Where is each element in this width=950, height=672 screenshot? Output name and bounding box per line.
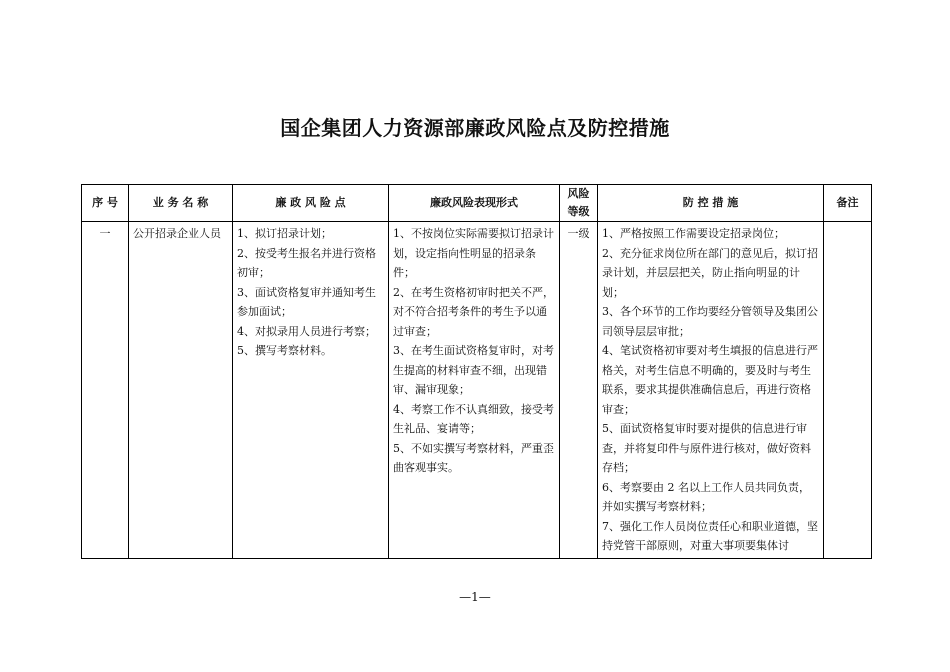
risk-point-item: 4、对拟录用人员进行考察； bbox=[237, 324, 376, 338]
cell-manifestations bbox=[389, 222, 560, 559]
header-risk-level bbox=[560, 185, 598, 222]
manifestation-item: 1、不按岗位实际需要拟订招录计划，设定指向性明显的招录条件； bbox=[393, 227, 554, 279]
manifestation-item: 3、在考生面试资格复审时，对考生提高的材料审查不细，出现错审、漏审现象； bbox=[393, 344, 554, 396]
manifestation-item: 4、考察工作不认真细致，接受考生礼品、宴请等； bbox=[393, 402, 554, 435]
measure-item: 2、充分征求岗位所在部门的意见后，拟订招录计划，并层层把关，防止指向明显的计划； bbox=[602, 246, 818, 299]
header-seq: 序 号 bbox=[82, 185, 129, 222]
header-risk-points: 廉 政 风 险 点 bbox=[233, 185, 389, 222]
measure-item: 4、笔试资格初审要对考生填报的信息进行严格关，对考生信息不明确的，要及时与考生联系，要求其提供准确信息后，再进行资格审查； bbox=[602, 344, 818, 416]
header-measures: 防 控 措 施 bbox=[598, 185, 824, 222]
risk-point-item: 5、撰写考察材料。 bbox=[237, 344, 332, 357]
cell-seq: 一 bbox=[82, 222, 129, 559]
risk-point-item: 3、面试资格复审并通知考生参加面试； bbox=[237, 285, 376, 318]
measure-item: 3、各个环节的工作均要经分管领导及集团公司领导层层审批； bbox=[602, 305, 818, 338]
risk-point-item: 1、拟订招录计划； bbox=[237, 227, 332, 240]
cell-measures bbox=[598, 222, 824, 559]
measure-item: 7、强化工作人员岗位责任心和职业道德，坚持党管干部原则，对重大事项要集体讨 bbox=[602, 519, 818, 552]
table-header-row bbox=[82, 185, 872, 222]
cell-risk-level: 一级 bbox=[560, 222, 598, 559]
manifestation-item: 5、不如实撰写考察材料，严重歪曲客观事实。 bbox=[393, 441, 554, 474]
risk-point-item: 2、按受考生报名并进行资格初审； bbox=[237, 246, 376, 279]
header-risk-level-line2: 等级 bbox=[567, 205, 590, 218]
risk-control-table bbox=[81, 184, 872, 559]
measure-item: 1、严格按照工作需要设定招录岗位； bbox=[602, 227, 785, 240]
cell-remarks bbox=[824, 222, 872, 559]
cell-risk-points bbox=[233, 222, 389, 559]
table-row bbox=[82, 222, 872, 559]
header-business: 业 务 名 称 bbox=[129, 185, 233, 222]
header-remarks: 备注 bbox=[824, 185, 872, 222]
page-number: —1— bbox=[459, 590, 491, 604]
manifestation-item: 2、在考生资格初审时把关不严，对不符合招考条件的考生予以通过审查； bbox=[393, 285, 554, 338]
header-risk-level-line1: 风险 bbox=[567, 187, 590, 200]
cell-business: 公开招录企业人员 bbox=[129, 222, 233, 559]
page-title: 国企集团人力资源部廉政风险点及防控措施 bbox=[280, 116, 670, 140]
measure-item: 5、面试资格复审时要对提供的信息进行审查，并将复印件与原件进行核对，做好资料存档； bbox=[602, 422, 811, 474]
header-manifestations: 廉政风险表现形式 bbox=[389, 185, 560, 222]
measure-item: 6、考察要由 2 名以上工作人员共同负责，并如实撰写考察材料； bbox=[602, 480, 810, 513]
